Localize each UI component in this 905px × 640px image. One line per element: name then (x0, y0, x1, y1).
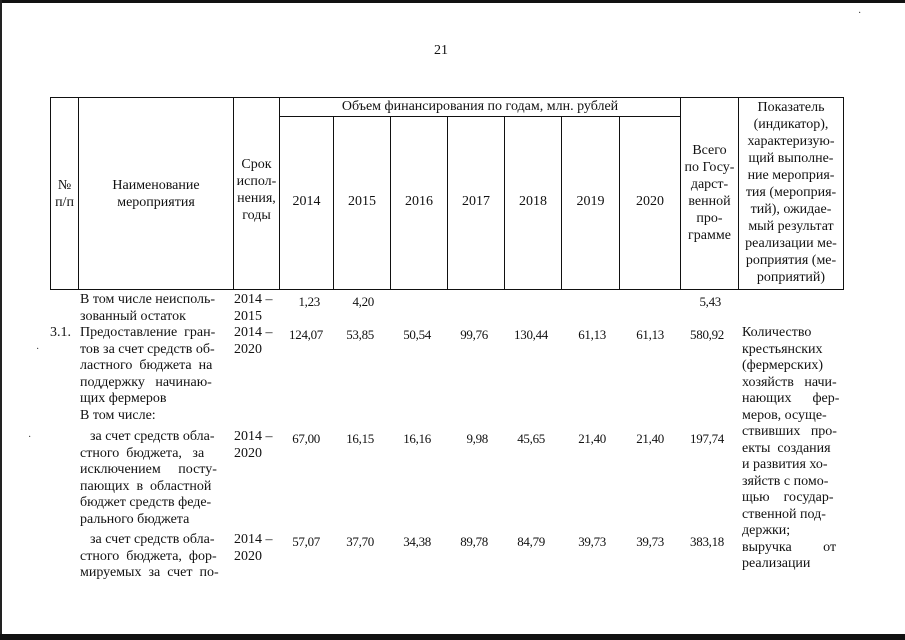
row-value-2014: 1,23 (298, 294, 320, 309)
row-term: 2014 – 2020 (234, 532, 273, 564)
header-col-term: Срок испол- нения, годы (236, 157, 277, 223)
row-total: 5,43 (699, 294, 721, 309)
row-value-2015: 16,15 (346, 431, 374, 446)
row-name: Предоставление гран- тов за счет средств об- ластного бюджета на поддержку начинаю- щих фермеров В том числе: (80, 325, 216, 423)
row-value-2020: 61,13 (636, 327, 664, 342)
row-value-2014: 57,07 (292, 534, 320, 549)
header-year: 2016 (405, 194, 433, 209)
header-year: 2018 (519, 194, 547, 209)
row-name: за счет средств обла- стного бюджета, за исключением посту- пающих в областной бюджет средств феде- рального бюджета (80, 429, 217, 527)
row-name: за счет средств обла- стного бюджета, фор- мируемых за счет по- (80, 532, 219, 580)
header-year: 2014 (292, 194, 321, 209)
header-col-name: Наименование мероприятия (112, 178, 200, 210)
row-value-2018: 45,65 (517, 431, 545, 446)
row-total: 383,18 (690, 534, 724, 549)
row-value-2016: 16,16 (403, 431, 431, 446)
row-value-2019: 39,73 (578, 534, 606, 549)
header-year: 2017 (462, 194, 490, 209)
header-col-number: № п/п (55, 178, 74, 210)
row-value-2015: 53,85 (346, 327, 374, 342)
header-col-indicator: Показатель (индикатор), характеризую- щий выполне- ние мероприя- тия (мероприя- тий), ожидае- мый результат реализации ме- роприятия (ме- роприятий) (745, 100, 837, 285)
row-value-2017: 89,78 (460, 534, 488, 549)
row-value-2020: 39,73 (636, 534, 664, 549)
row-value-2014: 67,00 (292, 431, 320, 446)
row-name: В том числе неисполь- зованный остаток (80, 292, 216, 324)
scan-speck: · (858, 8, 862, 19)
row-value-2019: 61,13 (578, 327, 606, 342)
scan-speck: · (28, 432, 32, 443)
row-total: 197,74 (690, 431, 724, 446)
row-value-2017: 9,98 (466, 431, 488, 446)
page-number: 21 (434, 43, 448, 58)
row-value-2020: 21,40 (636, 431, 664, 446)
row-total: 580,92 (690, 327, 724, 342)
header-col-total: Всего по Госу- дарст- венной про- грамме (684, 143, 735, 243)
row-value-2015: 4,20 (352, 294, 374, 309)
page-bottom-edge (0, 634, 905, 640)
indicator-text: Количество крестьянских (фермерских) хозяйств начи- нающих фер- меров, осуще- ствивших про- екты создания и развития хо- зяйств с помо- щью государ- ственной под- держки; выручка от реализации (742, 325, 840, 571)
page-top-edge (0, 0, 905, 3)
scan-speck: · (36, 344, 40, 355)
header-year: 2015 (348, 194, 376, 209)
row-value-2018: 130,44 (514, 327, 548, 342)
row-value-2017: 99,76 (460, 327, 488, 342)
row-value-2015: 37,70 (346, 534, 374, 549)
row-number: 3.1. (50, 325, 71, 340)
row-value-2016: 50,54 (403, 327, 431, 342)
row-value-2019: 21,40 (578, 431, 606, 446)
row-term: 2014 – 2020 (234, 325, 273, 357)
header-funding-title: Объем финансирования по годам, млн. рублей (341, 99, 619, 114)
row-term: 2014 – 2020 (234, 429, 273, 461)
header-year: 2019 (576, 194, 605, 209)
row-value-2016: 34,38 (403, 534, 431, 549)
row-term: 2014 – 2015 (234, 292, 273, 324)
header-year: 2020 (636, 194, 664, 209)
row-value-2018: 84,79 (517, 534, 545, 549)
page-left-edge (0, 0, 2, 640)
row-value-2014: 124,07 (289, 327, 323, 342)
